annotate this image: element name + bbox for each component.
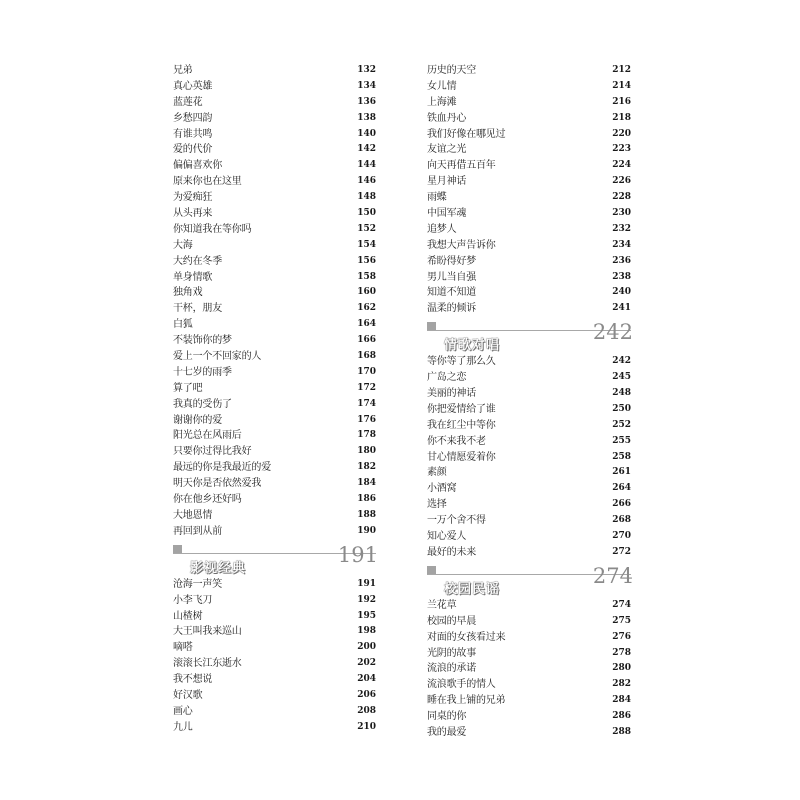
entry-page-number: 266 (612, 499, 631, 510)
toc-entry (173, 222, 376, 238)
entry-title: 星月神话 (427, 176, 467, 188)
toc-entry (427, 206, 631, 222)
entry-page-number: 180 (357, 446, 376, 457)
entry-title: 明天你是否依然爱我 (173, 478, 262, 490)
entry-page-number: 198 (357, 626, 376, 637)
entry-title: 原来你也在这里 (173, 176, 242, 188)
entry-page-number: 182 (357, 462, 376, 473)
toc-entry (427, 158, 631, 174)
toc-entry (173, 158, 376, 174)
toc-list (427, 354, 631, 561)
entry-title: 同桌的你 (427, 711, 467, 723)
toc-entry (427, 254, 631, 270)
entry-title: 白狐 (173, 319, 193, 331)
toc-entry (173, 460, 376, 476)
entry-title: 友谊之光 (427, 144, 467, 156)
toc-entry (427, 386, 631, 402)
toc-entry (173, 333, 376, 349)
entry-page-number: 172 (357, 382, 376, 393)
entry-page-number: 240 (612, 287, 631, 298)
toc-entry (427, 354, 631, 370)
entry-page-number: 258 (612, 451, 631, 462)
entry-page-number: 206 (357, 689, 376, 700)
entry-title: 只要你过得比我好 (173, 446, 252, 458)
toc-entry (427, 661, 631, 677)
entry-title: 希盼得好梦 (427, 255, 476, 267)
entry-page-number: 278 (612, 647, 631, 658)
toc-entry (427, 693, 631, 709)
entry-title: 我真的受伤了 (173, 398, 232, 410)
entry-page-number: 272 (612, 546, 631, 557)
toc-entry (173, 476, 376, 492)
entry-page-number: 234 (612, 239, 631, 250)
toc-entry (173, 688, 376, 704)
entry-title: 知心爱人 (427, 531, 467, 543)
entry-page-number: 204 (357, 674, 376, 685)
entry-title: 九儿 (173, 721, 193, 733)
entry-page-number: 218 (612, 112, 631, 123)
entry-page-number: 208 (357, 705, 376, 716)
entry-title: 好汉歌 (173, 689, 203, 701)
entry-page-number: 274 (612, 599, 631, 610)
toc-list (427, 63, 631, 317)
entry-title: 光阴的故事 (427, 647, 476, 659)
toc-entry (173, 254, 376, 270)
entry-title: 大王叫我来巡山 (173, 626, 242, 638)
toc-entry (427, 513, 631, 529)
entry-page-number: 192 (357, 594, 376, 605)
entry-title: 女儿情 (427, 80, 457, 92)
entry-page-number: 288 (612, 726, 631, 737)
section-title: 情歌对唱 (444, 338, 501, 354)
entry-page-number: 166 (357, 335, 376, 346)
entry-page-number: 200 (357, 642, 376, 653)
toc-entry (427, 285, 631, 301)
entry-page-number: 255 (612, 435, 631, 446)
entry-page-number: 238 (612, 271, 631, 282)
entry-title: 大地恩情 (173, 509, 213, 521)
entry-page-number: 250 (612, 403, 631, 414)
entry-page-number: 164 (357, 319, 376, 330)
entry-page-number: 214 (612, 80, 631, 91)
toc-entry (427, 646, 631, 662)
toc-entry (173, 593, 376, 609)
toc-entry (173, 301, 376, 317)
entry-page-number: 152 (357, 223, 376, 234)
toc-entry (427, 270, 631, 286)
toc-entry (427, 79, 631, 95)
toc-entry (173, 317, 376, 333)
toc-entry (427, 630, 631, 646)
toc-entry (427, 418, 631, 434)
entry-title: 十七岁的雨季 (173, 366, 232, 378)
entry-title: 滚滚长江东逝水 (173, 658, 242, 670)
entry-page-number: 168 (357, 351, 376, 362)
entry-title: 流浪的承诺 (427, 663, 476, 675)
toc-entry (427, 127, 631, 143)
entry-title: 甘心情愿爱着你 (427, 451, 496, 463)
entry-page-number: 212 (612, 65, 631, 75)
entry-title: 不装饰你的梦 (173, 335, 232, 347)
toc-entry (173, 609, 376, 625)
entry-title: 有谁共鸣 (173, 128, 213, 140)
entry-title: 等你等了那么久 (427, 356, 496, 368)
entry-page-number: 136 (357, 96, 376, 107)
entry-title: 干杯，朋友 (173, 303, 222, 315)
toc-entry (427, 614, 631, 630)
toc-entry (173, 111, 376, 127)
entry-title: 单身情歌 (173, 271, 213, 283)
entry-page-number: 216 (612, 96, 631, 107)
entry-title: 最远的你是我最近的爱 (173, 462, 271, 474)
entry-page-number: 270 (612, 531, 631, 542)
section-title: 影视经典 (190, 560, 247, 576)
entry-title: 男儿当自强 (427, 271, 476, 283)
entry-title: 我想大声告诉你 (427, 239, 496, 251)
entry-title: 谢谢你的爱 (173, 414, 222, 426)
toc-entry (173, 127, 376, 143)
entry-title: 我在红尘中等你 (427, 419, 496, 431)
entry-title: 嘀嗒 (173, 642, 193, 654)
toc-entry (173, 190, 376, 206)
toc-entry (173, 349, 376, 365)
entry-page-number: 162 (357, 303, 376, 314)
toc-entry (173, 285, 376, 301)
entry-title: 追梦人 (427, 223, 457, 235)
toc-entry (173, 206, 376, 222)
entry-page-number: 210 (357, 721, 376, 732)
section-page-number: 242 (592, 320, 633, 345)
entry-page-number: 170 (357, 366, 376, 377)
entry-page-number: 142 (357, 144, 376, 155)
entry-page-number: 220 (612, 128, 631, 139)
entry-page-number: 275 (612, 615, 631, 626)
entry-title: 广岛之恋 (427, 372, 467, 384)
toc-entry (173, 95, 376, 111)
entry-title: 上海滩 (427, 96, 457, 108)
entry-title: 对面的女孩看过来 (427, 631, 506, 643)
entry-title: 选择 (427, 499, 447, 511)
toc-entry (427, 529, 631, 545)
toc-entry (173, 524, 376, 540)
entry-page-number: 134 (357, 80, 376, 91)
entry-title: 再回到从前 (173, 525, 222, 537)
entry-title: 知道不知道 (427, 287, 476, 299)
entry-page-number: 202 (357, 658, 376, 669)
entry-page-number: 178 (357, 430, 376, 441)
toc-entry (427, 465, 631, 481)
toc-entry (173, 720, 376, 736)
entry-page-number: 138 (357, 112, 376, 123)
entry-title: 蓝莲花 (173, 96, 203, 108)
entry-page-number: 226 (612, 176, 631, 187)
entry-page-number: 186 (357, 494, 376, 505)
toc-entry (173, 656, 376, 672)
entry-page-number: 160 (357, 287, 376, 298)
toc-entry (173, 672, 376, 688)
entry-title: 你把爱情给了谁 (427, 403, 496, 415)
toc-entry (427, 222, 631, 238)
toc-entry (427, 402, 631, 418)
toc-entry (427, 95, 631, 111)
entry-title: 雨蝶 (427, 192, 447, 204)
entry-title: 我们好像在哪见过 (427, 128, 506, 140)
entry-page-number: 223 (612, 144, 631, 155)
entry-page-number: 282 (612, 679, 631, 690)
toc-list (173, 63, 376, 540)
toc-entry (173, 381, 376, 397)
toc-entry (173, 492, 376, 508)
entry-title: 沧海一声笑 (173, 578, 222, 590)
toc-entry (427, 545, 631, 561)
toc-entry (427, 190, 631, 206)
entry-title: 为爱痴狂 (173, 192, 213, 204)
entry-title: 独角戏 (173, 287, 203, 299)
toc-entry (427, 481, 631, 497)
toc-entry (427, 725, 631, 741)
entry-page-number: 146 (357, 176, 376, 187)
section-page-number: 274 (592, 563, 633, 588)
entry-page-number: 190 (357, 525, 376, 536)
toc-entry (173, 142, 376, 158)
entry-title: 我的最爱 (427, 726, 467, 738)
toc-entry (173, 397, 376, 413)
entry-page-number: 195 (357, 610, 376, 621)
entry-title: 大约在冬季 (173, 255, 222, 267)
section-page-number: 191 (337, 542, 378, 567)
toc-entry (173, 508, 376, 524)
entry-title: 最好的未来 (427, 546, 476, 558)
entry-title: 真心英雄 (173, 80, 213, 92)
entry-page-number: 242 (612, 356, 631, 367)
toc-entry (173, 704, 376, 720)
entry-page-number: 248 (612, 388, 631, 399)
entry-page-number: 132 (357, 65, 376, 75)
section-title: 校园民谣 (444, 581, 501, 597)
entry-page-number: 176 (357, 414, 376, 425)
entry-title: 中国军魂 (427, 208, 467, 220)
toc-list (173, 577, 376, 736)
toc-entry (173, 238, 376, 254)
entry-title: 大海 (173, 239, 193, 251)
toc-entry (173, 79, 376, 95)
toc-entry (427, 63, 631, 79)
toc-entry (427, 709, 631, 725)
toc-entry (173, 640, 376, 656)
entry-title: 历史的天空 (427, 65, 476, 76)
entry-title: 爱上一个不回家的人 (173, 351, 262, 363)
entry-page-number: 191 (357, 578, 376, 589)
toc-entry (173, 365, 376, 381)
entry-page-number: 286 (612, 711, 631, 722)
entry-page-number: 284 (612, 695, 631, 706)
entry-title: 你知道我在等你吗 (173, 223, 252, 235)
entry-title: 画心 (173, 705, 193, 717)
entry-page-number: 232 (612, 223, 631, 234)
entry-title: 一万个舍不得 (427, 515, 486, 527)
entry-title: 素颜 (427, 467, 447, 479)
entry-page-number: 241 (612, 303, 631, 314)
entry-title: 你在他乡还好吗 (173, 494, 242, 506)
entry-title: 从头再来 (173, 208, 213, 220)
entry-title: 小酒窝 (427, 483, 457, 495)
entry-page-number: 280 (612, 663, 631, 674)
entry-page-number: 236 (612, 255, 631, 266)
toc-entry (427, 301, 631, 317)
entry-title: 你不来我不老 (427, 435, 486, 447)
entry-title: 阳光总在风雨后 (173, 430, 242, 442)
toc-entry (427, 497, 631, 513)
section-header (173, 540, 376, 577)
toc-entry (173, 174, 376, 190)
entry-title: 小李飞刀 (173, 594, 213, 606)
entry-title: 睡在我上铺的兄弟 (427, 695, 506, 707)
entry-page-number: 252 (612, 419, 631, 430)
toc-entry (427, 111, 631, 127)
entry-page-number: 264 (612, 483, 631, 494)
entry-title: 流浪歌手的情人 (427, 679, 496, 691)
entry-page-number: 261 (612, 467, 631, 478)
entry-page-number: 224 (612, 160, 631, 171)
entry-page-number: 154 (357, 239, 376, 250)
entry-page-number: 228 (612, 192, 631, 203)
toc-entry (427, 598, 631, 614)
section-header (427, 317, 631, 354)
toc-entry (173, 428, 376, 444)
entry-page-number: 188 (357, 509, 376, 520)
entry-title: 我不想说 (173, 674, 213, 686)
entry-title: 兄弟 (173, 65, 193, 76)
toc-entry (173, 63, 376, 79)
toc-entry (427, 142, 631, 158)
entry-title: 铁血丹心 (427, 112, 467, 124)
toc-entry (173, 413, 376, 429)
toc-entry (427, 450, 631, 466)
entry-page-number: 148 (357, 192, 376, 203)
toc-left-column (173, 63, 376, 736)
entry-page-number: 174 (357, 398, 376, 409)
entry-page-number: 150 (357, 208, 376, 219)
entry-title: 山楂树 (173, 610, 203, 622)
toc-entry (173, 577, 376, 593)
toc-entry (173, 624, 376, 640)
toc-list (427, 598, 631, 741)
entry-page-number: 184 (357, 478, 376, 489)
entry-title: 兰花草 (427, 599, 457, 611)
entry-page-number: 144 (357, 160, 376, 171)
entry-page-number: 245 (612, 372, 631, 383)
section-header (427, 561, 631, 598)
toc-entry (173, 444, 376, 460)
entry-title: 校园的早晨 (427, 615, 476, 627)
entry-page-number: 158 (357, 271, 376, 282)
entry-title: 温柔的倾诉 (427, 303, 476, 315)
entry-page-number: 140 (357, 128, 376, 139)
entry-title: 偏偏喜欢你 (173, 160, 222, 172)
toc-entry (427, 677, 631, 693)
toc-entry (427, 174, 631, 190)
toc-entry (173, 270, 376, 286)
entry-title: 算了吧 (173, 382, 203, 394)
entry-title: 爱的代价 (173, 144, 213, 156)
entry-page-number: 156 (357, 255, 376, 266)
entry-title: 美丽的神话 (427, 388, 476, 400)
entry-page-number: 230 (612, 208, 631, 219)
toc-right-column (427, 63, 631, 741)
entry-page-number: 268 (612, 515, 631, 526)
entry-title: 乡愁四韵 (173, 112, 213, 124)
entry-page-number: 276 (612, 631, 631, 642)
entry-title: 向天再借五百年 (427, 160, 496, 172)
toc-entry (427, 370, 631, 386)
toc-entry (427, 434, 631, 450)
toc-entry (427, 238, 631, 254)
